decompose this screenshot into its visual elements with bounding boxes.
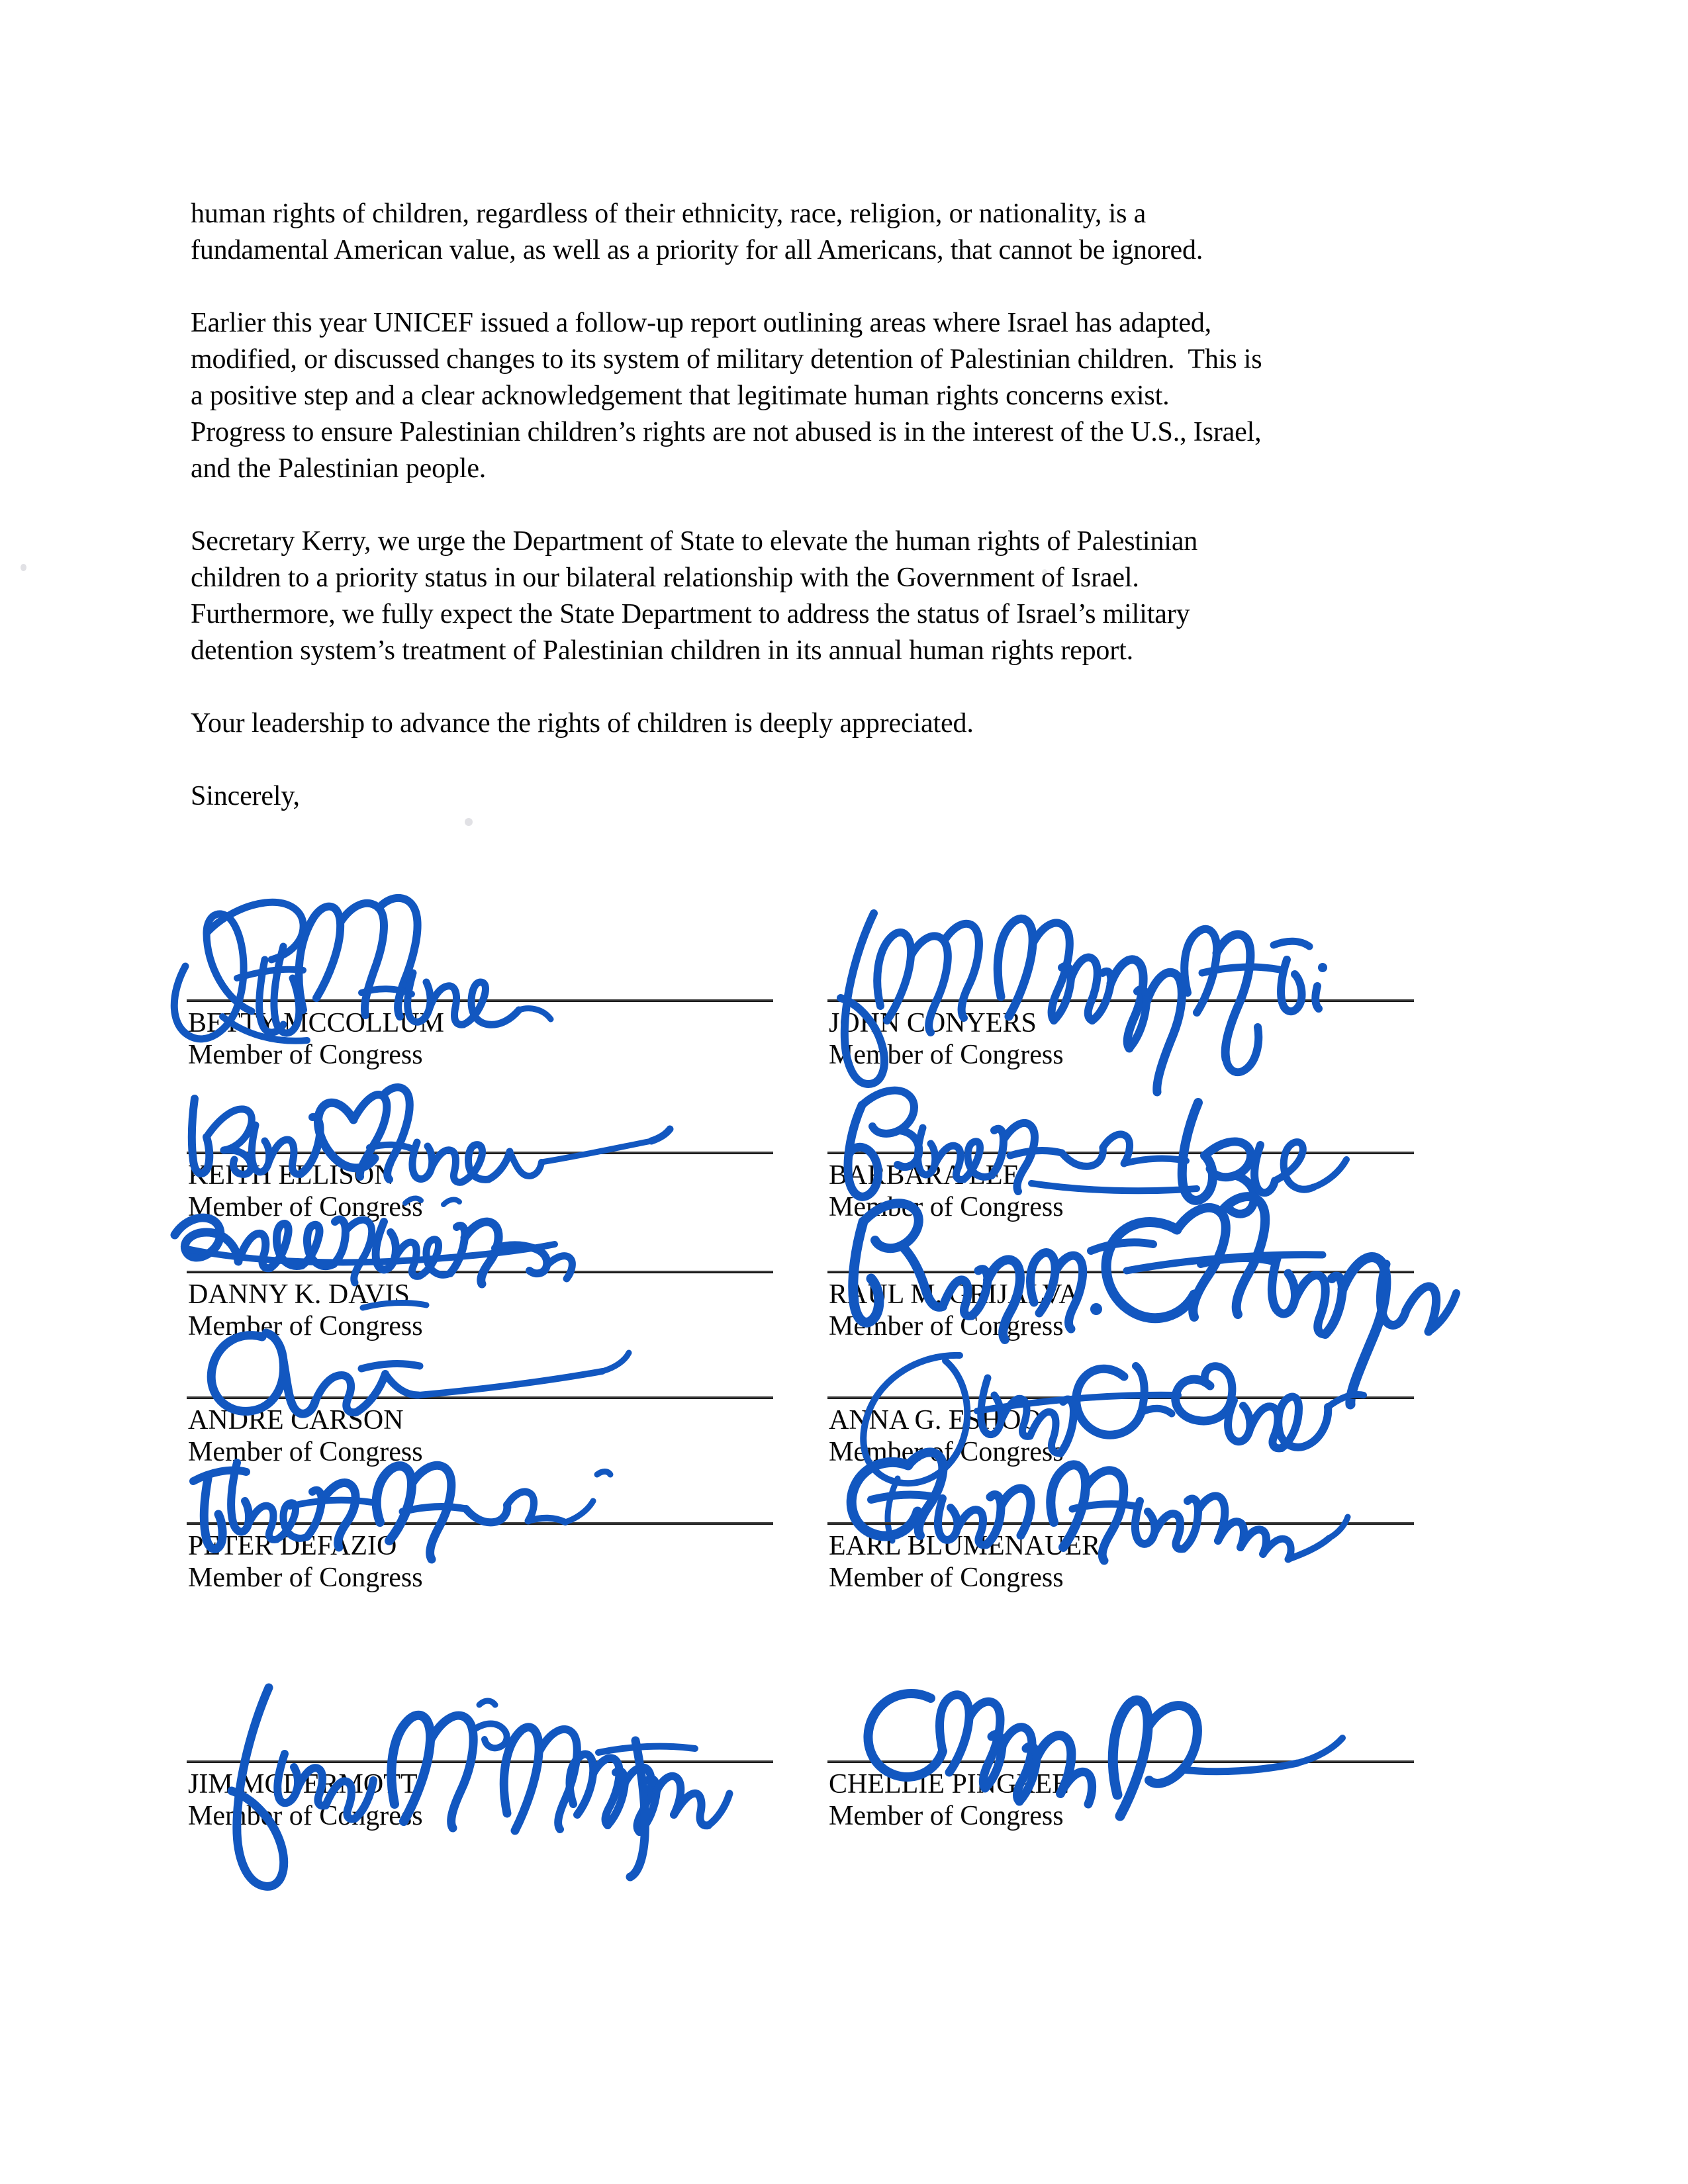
signer-name: EARL BLUMENAUER — [829, 1531, 1101, 1561]
scan-speck — [21, 564, 26, 571]
signer-name: PETER DEFAZIO — [188, 1531, 397, 1561]
signature-line — [187, 1396, 773, 1399]
signature-line — [827, 1760, 1414, 1763]
signer-name: BARBARA LEE — [829, 1160, 1020, 1191]
paragraph-line: Earlier this year UNICEF issued a follow-up report outlining areas where Israel has adapted, — [191, 308, 1212, 338]
signer-title: Member of Congress — [188, 1563, 423, 1593]
signature-line — [827, 1522, 1414, 1525]
signer-title: Member of Congress — [829, 1801, 1064, 1831]
signer-name: CHELLIE PINGREE — [829, 1769, 1069, 1799]
signature-line — [827, 1152, 1414, 1154]
signer-name: JOHN CONYERS — [829, 1008, 1037, 1038]
closing-line: Sincerely, — [191, 781, 300, 811]
signer-name: JIM MCDERMOTT — [188, 1769, 418, 1799]
signer-name: RAUL M. GRIJALVA — [829, 1279, 1079, 1310]
paragraph-line: modified, or discussed changes to its system of military detention of Palestinian children. This is — [191, 344, 1262, 375]
signer-title: Member of Congress — [188, 1192, 423, 1222]
signature-line — [187, 999, 773, 1002]
signer-title: Member of Congress — [829, 1311, 1064, 1342]
signature-line — [187, 1760, 773, 1763]
signer-name: ANDRE CARSON — [188, 1405, 404, 1435]
paragraph-line: Progress to ensure Palestinian children’s rights are not abused is in the interest of the U.S., Israel, — [191, 417, 1262, 447]
paragraph-line: children to a priority status in our bilateral relationship with the Government of Israel. — [191, 563, 1139, 593]
signer-title: Member of Congress — [188, 1040, 423, 1070]
paragraph-line: human rights of children, regardless of their ethnicity, race, religion, or nationality, is a — [191, 199, 1147, 229]
signer-title: Member of Congress — [829, 1192, 1064, 1222]
signer-title: Member of Congress — [188, 1801, 423, 1831]
scan-speck — [1042, 569, 1047, 575]
signer-name: BETTY MCCOLLUM — [188, 1008, 444, 1038]
signer-title: Member of Congress — [829, 1437, 1064, 1467]
paragraph-line: a positive step and a clear acknowledgement that legitimate human rights concerns exist. — [191, 381, 1170, 411]
signer-name: DANNY K. DAVIS — [188, 1279, 410, 1310]
signature-line — [827, 1396, 1414, 1399]
signature-line — [187, 1152, 773, 1154]
signature-line — [827, 999, 1414, 1002]
signature-line — [187, 1522, 773, 1525]
signer-title: Member of Congress — [829, 1563, 1064, 1593]
signer-title: Member of Congress — [829, 1040, 1064, 1070]
scan-speck — [465, 818, 473, 826]
signature-line — [187, 1271, 773, 1273]
signer-title: Member of Congress — [188, 1311, 423, 1342]
paragraph-line: fundamental American value, as well as a priority for all Americans, that cannot be ignored. — [191, 235, 1203, 265]
paragraph-line: Secretary Kerry, we urge the Department of State to elevate the human rights of Palestinian — [191, 526, 1198, 557]
signature-line — [827, 1271, 1414, 1273]
signer-name: KEITH ELLISON — [188, 1160, 395, 1191]
paragraph-line: Furthermore, we fully expect the State Department to address the status of Israel’s military — [191, 599, 1190, 629]
paragraph-line: and the Palestinian people. — [191, 453, 487, 484]
paragraph-line: detention system’s treatment of Palestinian children in its annual human rights report. — [191, 635, 1133, 666]
paragraph-line: Your leadership to advance the rights of children is deeply appreciated. — [191, 708, 974, 739]
signer-title: Member of Congress — [188, 1437, 423, 1467]
signer-name: ANNA G. ESHOO — [829, 1405, 1041, 1435]
